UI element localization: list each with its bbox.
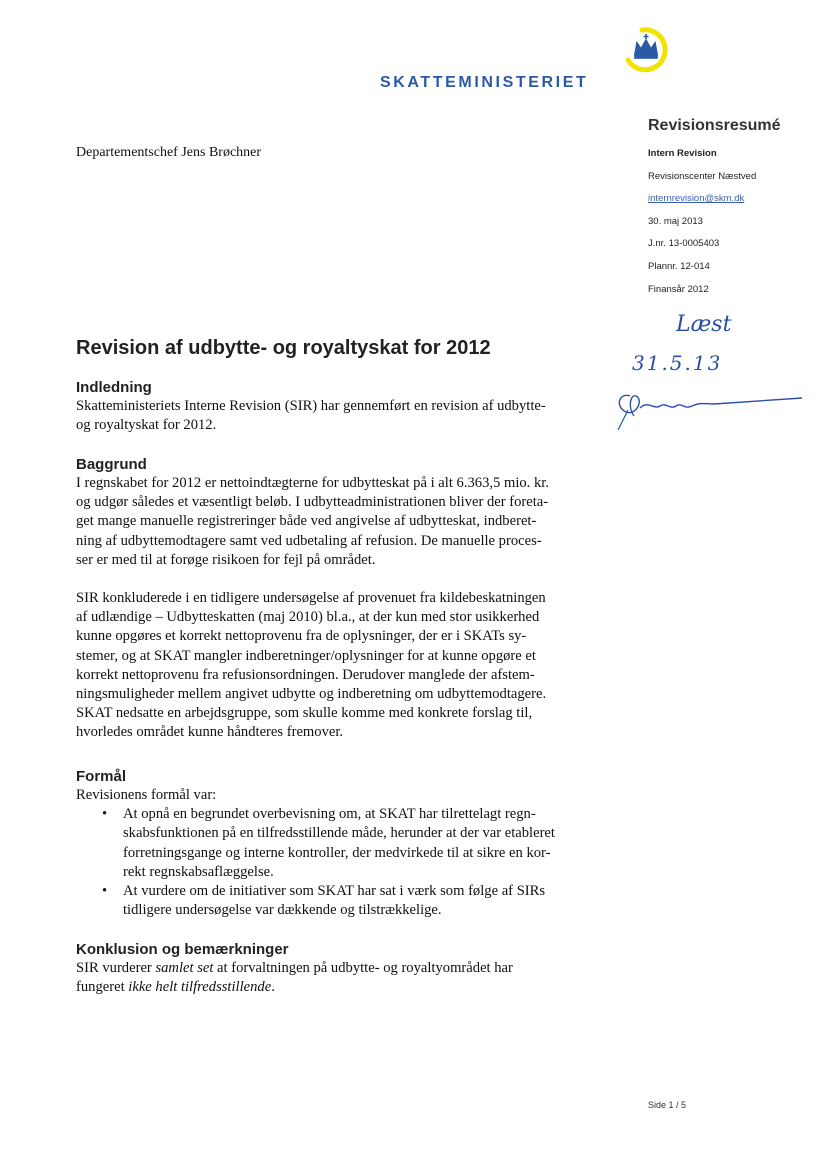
section-konklusion [76, 941, 636, 997]
office-name: Revisionscenter Næstved [648, 170, 757, 182]
text-line: tidligere undersøgelse var dækkende og tilstrækkelige. [123, 902, 442, 919]
report-title: Revision af udbytte- og royaltyskat for 2012 [76, 337, 491, 359]
section-formaal [76, 768, 636, 920]
text-line: SKAT nedsatte en arbejdsgruppe, som skulle komme med konkrete forslag til, [76, 705, 533, 722]
text-line: ser er med til at forøge risikoen for fejl på området. [76, 551, 376, 568]
text-span: . [271, 979, 275, 996]
section-heading: Konklusion og bemærkninger [76, 941, 289, 958]
section-baggrund [76, 456, 636, 743]
emphasis: ikke helt tilfredsstillende [128, 979, 272, 996]
text-line: • At opnå en begrundet overbevisning om, at SKAT har tilrettelagt regn- [123, 806, 536, 823]
text-span: fungeret [76, 979, 129, 996]
text-line: stemer, og at SKAT mangler indberetninger/oplysninger for at kunne opgøre et [76, 647, 536, 664]
document-type-title: Revisionsresumé [648, 117, 781, 134]
handwritten-date: 31.5.13 [632, 351, 723, 375]
journal-number: J.nr. 13-0005403 [648, 238, 720, 250]
text-line [76, 978, 636, 997]
section-heading: Formål [76, 768, 127, 785]
emphasis: samlet set [155, 960, 214, 976]
text-line: ningsmuligheder mellem angivet udbytte og indberetning om udbyttemodtagere. [76, 686, 547, 703]
text-line [76, 959, 636, 978]
text-line: forretningsgange og interne kontroller, der medvirkede til at sikre en kor- [123, 844, 551, 861]
section-indledning [76, 379, 636, 435]
addressee: Departementschef Jens Brøchner [76, 145, 262, 160]
text-line: af udlændige – Udbytteskatten (maj 2010) bl.a., at der kun med stor usikkerhed [76, 609, 540, 626]
department-name: Intern Revision [648, 148, 717, 159]
purpose-list [76, 805, 636, 920]
plan-number: Plannr. 12-014 [648, 260, 710, 272]
text-line: rekt regnskabsaflæggelse. [123, 863, 274, 880]
text-span: at forvaltningen på udbytte- og royaltyområdet har [213, 960, 513, 976]
list-item [76, 805, 636, 882]
brand-wordmark: SKATTEMINISTERIET [380, 74, 589, 91]
text-line: kunne opgøres et korrekt nettoprovenu fra de oplysninger, der er i SKATs sy- [76, 628, 527, 645]
text-line: hvorledes området kunne håndteres fremover. [76, 724, 344, 741]
page-number: Side 1 / 5 [648, 1100, 687, 1110]
text-line: get mange manuelle registreringer både ved angivelse af udbytteskat, indberet- [76, 513, 537, 530]
signature [610, 382, 810, 434]
text-line: Skatteministeriets Interne Revision (SIR) har gennemført en revision af udbytte- [76, 398, 546, 414]
fiscal-year: Finansår 2012 [648, 283, 709, 295]
section-heading: Baggrund [76, 456, 147, 473]
text-line: SIR konkluderede i en tidligere undersøgelse af provenuet fra kildebeskatningen [76, 590, 546, 607]
crown-icon [622, 26, 670, 74]
text-line: I regnskabet for 2012 er nettoindtægterne for udbytteskat på i alt 6.363,5 mio. kr. [76, 475, 549, 491]
email-link[interactable]: internrevision@skm.dk [648, 193, 745, 205]
handwritten-read-note: Læst [676, 312, 732, 337]
document-meta-panel [648, 117, 818, 306]
document-date: 30. maj 2013 [648, 215, 703, 227]
list-item [76, 882, 636, 920]
text-line: korrekt nettoprovenu fra refusionsordningen. Derudover manglede der afstem- [76, 666, 535, 683]
section-heading: Indledning [76, 379, 152, 396]
text-line: Revisionens formål var: [76, 787, 217, 803]
text-line: og udgør således et væsentligt beløb. I udbytteadministrationen bliver der foreta- [76, 494, 549, 511]
text-line: • At vurdere om de initiativer som SKAT har sat i værk som følge af SIRs [123, 883, 546, 900]
text-line: skabsfunktionen på en tilfredsstillende måde, herunder at der var etableret [123, 825, 555, 842]
text-line: ning af udbyttemodtagere samt ved udbetaling af refusion. De manuelle proces- [76, 532, 542, 549]
text-line: og royaltyskat for 2012. [76, 417, 217, 434]
text-span: SIR vurderer [76, 960, 156, 976]
